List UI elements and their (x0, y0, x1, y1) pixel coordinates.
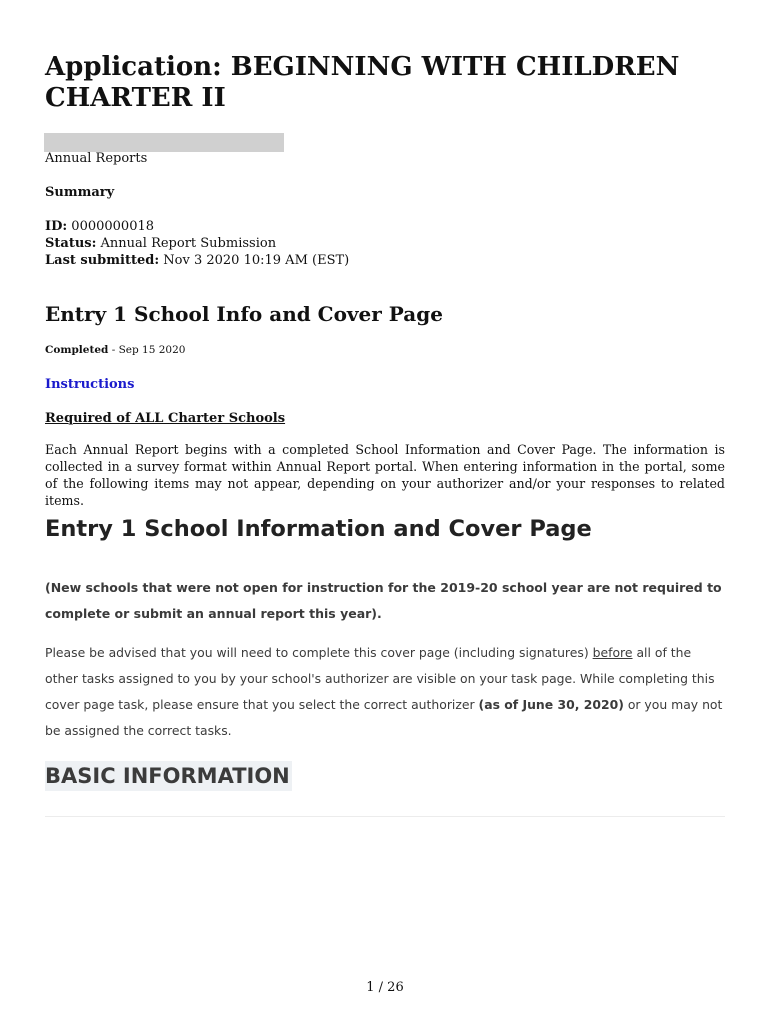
meta-block (45, 218, 349, 269)
entry-title: Entry 1 School Info and Cover Page (45, 302, 443, 326)
redacted-bar (44, 133, 284, 152)
completed-date: - Sep 15 2020 (111, 344, 186, 356)
category-label: Annual Reports (45, 151, 148, 166)
meta-submitted-label: Last submitted: (45, 253, 160, 268)
meta-submitted-value: Nov 3 2020 10:19 AM (EST) (163, 253, 350, 268)
instructions-heading: Instructions (45, 377, 135, 392)
divider (45, 816, 725, 817)
intro-paragraph: Each Annual Report begins with a completed School Information and Cover Page. The information is collected in a survey format within Annual Report portal. When entering information in the portal, some of the following items may not appear, depending on your authorizer and/or your responses to related items. (45, 442, 725, 508)
advice-text-1: Please be advised that you will need to complete this cover page (including signatures) (45, 645, 589, 660)
meta-status (45, 235, 349, 252)
advice-paragraph (45, 640, 725, 744)
meta-id-value: 0000000018 (71, 219, 155, 234)
completed-label: Completed (45, 344, 109, 356)
meta-id-label: ID: (45, 219, 68, 234)
meta-status-label: Status: (45, 236, 97, 251)
completed-status (45, 344, 185, 356)
advice-text-3: or you may not be assigned the correct tasks. (45, 697, 723, 738)
required-heading: Required of ALL Charter Schools (45, 411, 286, 426)
meta-id (45, 218, 349, 235)
section-heading: Entry 1 School Information and Cover Page (45, 516, 592, 542)
new-schools-notice: (New schools that were not open for instruction for the 2019-20 school year are not required to complete or submit an annual report this year). (45, 580, 722, 621)
advice-bold: (as of June 30, 2020) (478, 697, 624, 712)
page-indicator: 1 / 26 (366, 980, 404, 995)
summary-heading: Summary (45, 185, 115, 200)
advice-text-2: all of the other tasks assigned to you by your school's authorizer are visible on your task page. While completing this cover page task, please ensure that you select the correct authorizer (45, 645, 715, 712)
meta-status-value: Annual Report Submission (100, 236, 277, 251)
basic-information-heading: BASIC INFORMATION (45, 761, 292, 791)
meta-submitted (45, 252, 349, 269)
advice-underlined: before (592, 645, 633, 660)
page-title: Application: BEGINNING WITH CHILDREN CHARTER II (45, 52, 680, 113)
